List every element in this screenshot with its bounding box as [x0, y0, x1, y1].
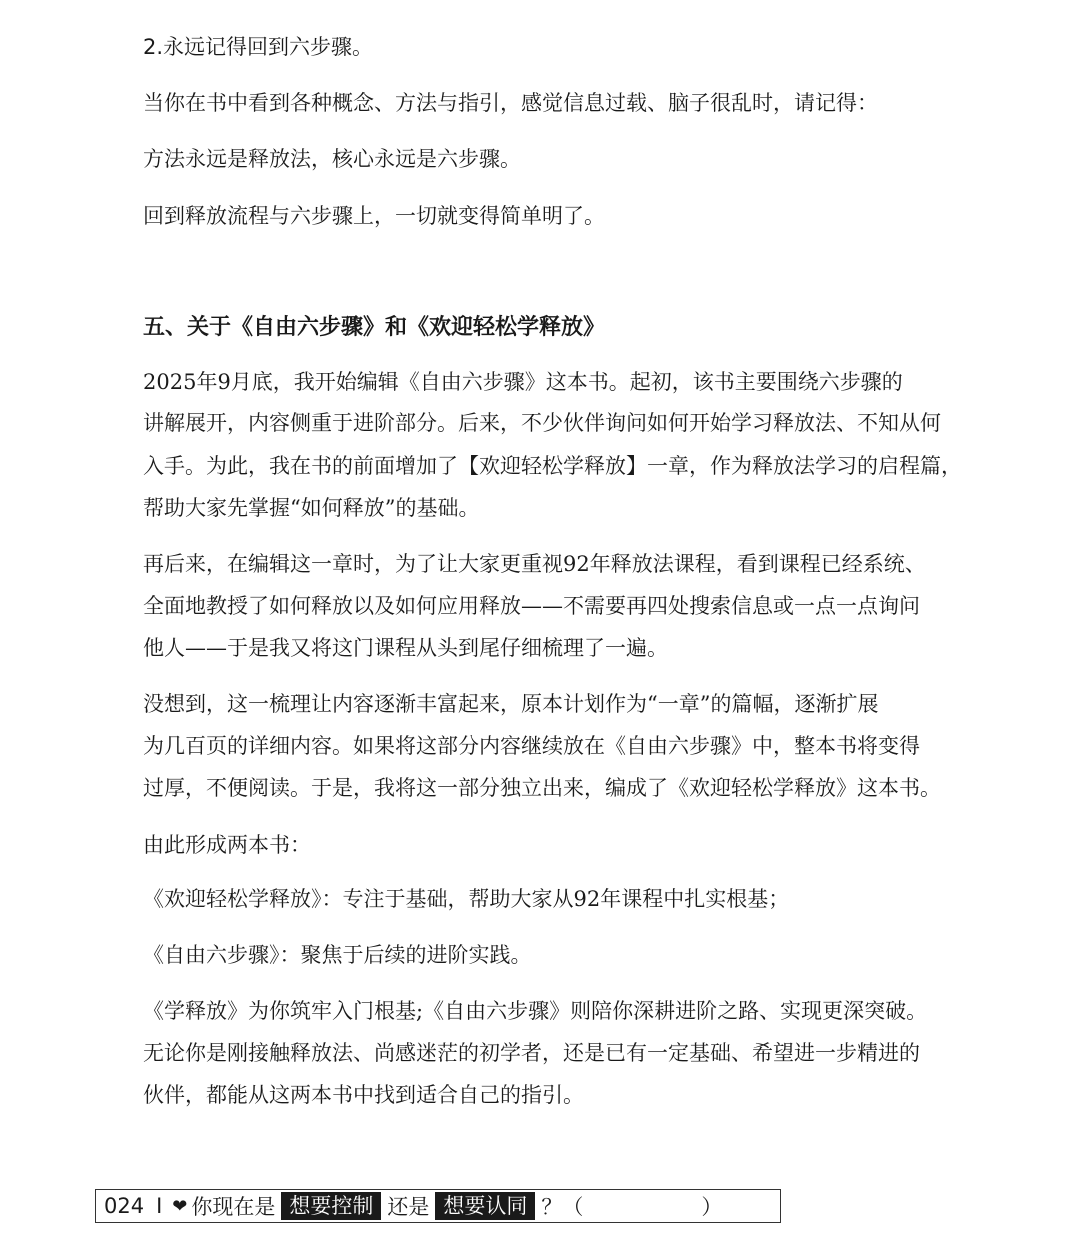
book-item-2: 《自由六步骤》：聚焦于后续的进阶实践。	[143, 943, 532, 967]
intro-line-2: 方法永远是释放法，核心永远是六步骤。	[143, 147, 521, 171]
footer-chip-approval: 想要认同	[435, 1192, 535, 1220]
footer-close-paren: ）	[701, 1195, 723, 1219]
paragraph-2-line-1: 再后来，在编辑这一章时，为了让大家更重视92年释放法课程，看到课程已经系统、	[143, 552, 926, 576]
subheading: 2.永远记得回到六步骤。	[143, 35, 374, 59]
closing-line-3: 伙伴，都能从这两本书中找到适合自己的指引。	[143, 1083, 584, 1107]
footer-question: ？	[541, 1195, 563, 1219]
footer-middle: 还是	[387, 1195, 430, 1219]
closing-line-1: 《学释放》为你筑牢入门根基;《自由六步骤》则陪你深耕进阶之路、实现更深突破。	[143, 999, 928, 1023]
paragraph-3-line-1: 没想到，这一梳理让内容逐渐丰富起来，原本计划作为“一章”的篇幅，逐渐扩展	[143, 692, 879, 716]
book-item-1: 《欢迎轻松学释放》：专注于基础，帮助大家从92年课程中扎实根基；	[143, 887, 790, 911]
two-books-intro: 由此形成两本书：	[143, 833, 311, 857]
paragraph-3-line-2: 为几百页的详细内容。如果将这部分内容继续放在《自由六步骤》中，整本书将变得	[143, 734, 920, 758]
paragraph-1-line-4: 帮助大家先掌握“如何释放”的基础。	[143, 496, 480, 520]
page-footer	[95, 1189, 781, 1223]
paragraph-1-line-1: 2025年9月底，我开始编辑《自由六步骤》这本书。起初，该书主要围绕六步骤的	[143, 370, 903, 394]
intro-line-3: 回到释放流程与六步骤上，一切就变得简单明了。	[143, 204, 605, 228]
closing-line-2: 无论你是刚接触释放法、尚感迷茫的初学者，还是已有一定基础、希望进一步精进的	[143, 1041, 920, 1065]
paragraph-2-line-2: 全面地教授了如何释放以及如何应用释放——不需要再四处搜索信息或一点一点询问	[143, 594, 920, 618]
paragraph-1-line-3: 入手。为此，我在书的前面增加了【欢迎轻松学释放】一章，作为释放法学习的启程篇，	[143, 454, 962, 478]
paragraph-2-line-3: 他人——于是我又将这门课程从头到尾仔细梳理了一遍。	[143, 636, 668, 660]
paragraph-1-line-2: 讲解展开，内容侧重于进阶部分。后来，不少伙伴询问如何开始学习释放法、不知从何	[143, 411, 941, 435]
heart-icon: ❤	[172, 1195, 188, 1217]
page-number: 024	[104, 1194, 145, 1218]
footer-chip-control: 想要控制	[281, 1192, 381, 1220]
footer-separator: I	[156, 1194, 163, 1218]
paragraph-3-line-3: 过厚，不便阅读。于是，我将这一部分独立出来，编成了《欢迎轻松学释放》这本书。	[143, 776, 941, 800]
footer-open-paren: （	[562, 1195, 584, 1219]
footer-prefix: 你现在是	[191, 1195, 276, 1219]
intro-line-1: 当你在书中看到各种概念、方法与指引，感觉信息过载、脑子很乱时，请记得：	[143, 91, 878, 115]
section-heading: 五、关于《自由六步骤》和《欢迎轻松学释放》	[143, 315, 606, 340]
